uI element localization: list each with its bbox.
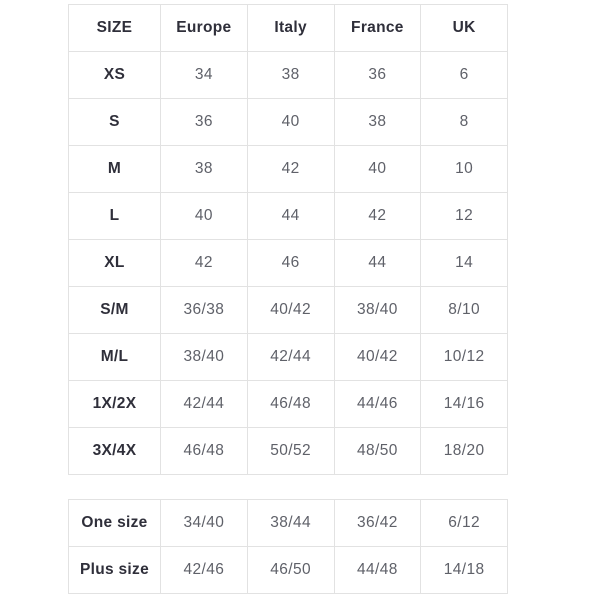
table-row	[69, 500, 508, 547]
value-cell: 38/40	[334, 287, 421, 334]
size-label-cell: S	[69, 99, 161, 146]
value-cell: 42	[161, 240, 248, 287]
value-cell: 40	[334, 146, 421, 193]
header-cell: SIZE	[69, 5, 161, 52]
value-cell: 34/40	[161, 500, 248, 547]
header-cell: Italy	[247, 5, 334, 52]
value-cell: 46/48	[247, 381, 334, 428]
value-cell: 46	[247, 240, 334, 287]
size-label-cell: XL	[69, 240, 161, 287]
value-cell: 34	[161, 52, 248, 99]
value-cell: 46/48	[161, 428, 248, 475]
table-row	[69, 146, 508, 193]
value-cell: 42	[247, 146, 334, 193]
table-row	[69, 99, 508, 146]
value-cell: 38/44	[247, 500, 334, 547]
value-cell: 46/50	[247, 547, 334, 594]
table-row	[69, 428, 508, 475]
value-cell: 40	[161, 193, 248, 240]
value-cell: 38	[247, 52, 334, 99]
special-sizes-table	[68, 499, 508, 594]
size-label-cell: L	[69, 193, 161, 240]
table-row	[69, 547, 508, 594]
value-cell: 38	[334, 99, 421, 146]
size-label-cell: M	[69, 146, 161, 193]
value-cell: 38	[161, 146, 248, 193]
size-label-cell: Plus size	[69, 547, 161, 594]
value-cell: 44/48	[334, 547, 421, 594]
size-label-cell: S/M	[69, 287, 161, 334]
size-conversion-table-container	[68, 4, 508, 475]
value-cell: 10/12	[421, 334, 508, 381]
value-cell: 48/50	[334, 428, 421, 475]
value-cell: 14	[421, 240, 508, 287]
size-label-cell: 1X/2X	[69, 381, 161, 428]
size-label-cell: XS	[69, 52, 161, 99]
value-cell: 8/10	[421, 287, 508, 334]
value-cell: 42/44	[247, 334, 334, 381]
value-cell: 44	[247, 193, 334, 240]
value-cell: 42	[334, 193, 421, 240]
table-row	[69, 52, 508, 99]
header-cell: France	[334, 5, 421, 52]
value-cell: 42/46	[161, 547, 248, 594]
value-cell: 50/52	[247, 428, 334, 475]
value-cell: 10	[421, 146, 508, 193]
value-cell: 44/46	[334, 381, 421, 428]
value-cell: 40/42	[334, 334, 421, 381]
value-cell: 14/18	[421, 547, 508, 594]
value-cell: 6/12	[421, 500, 508, 547]
value-cell: 18/20	[421, 428, 508, 475]
size-label-cell: M/L	[69, 334, 161, 381]
header-cell: Europe	[161, 5, 248, 52]
table-row	[69, 334, 508, 381]
header-row	[69, 5, 508, 52]
value-cell: 36	[161, 99, 248, 146]
value-cell: 12	[421, 193, 508, 240]
value-cell: 38/40	[161, 334, 248, 381]
value-cell: 36	[334, 52, 421, 99]
value-cell: 44	[334, 240, 421, 287]
table-row	[69, 287, 508, 334]
header-cell: UK	[421, 5, 508, 52]
value-cell: 36/42	[334, 500, 421, 547]
table-row	[69, 193, 508, 240]
value-cell: 8	[421, 99, 508, 146]
value-cell: 40	[247, 99, 334, 146]
value-cell: 14/16	[421, 381, 508, 428]
value-cell: 36/38	[161, 287, 248, 334]
size-label-cell: One size	[69, 500, 161, 547]
size-conversion-table	[68, 4, 508, 475]
size-label-cell: 3X/4X	[69, 428, 161, 475]
table-row	[69, 381, 508, 428]
table-row	[69, 240, 508, 287]
value-cell: 42/44	[161, 381, 248, 428]
special-sizes-table-container	[68, 499, 508, 594]
value-cell: 6	[421, 52, 508, 99]
value-cell: 40/42	[247, 287, 334, 334]
